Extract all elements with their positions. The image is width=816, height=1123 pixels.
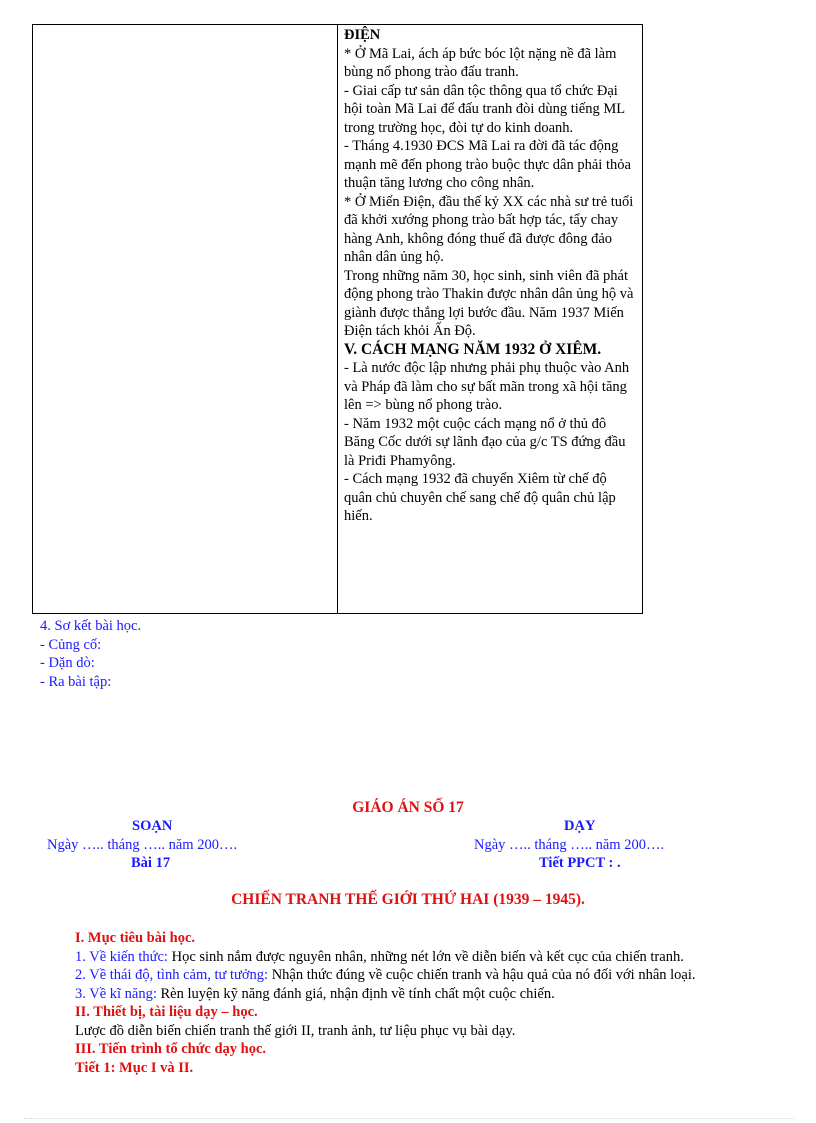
equipment-heading: II. Thiết bị, tài liệu dạy – học. <box>75 1004 258 1020</box>
summary-item: - Dặn dò: <box>40 655 95 671</box>
soan-label: SOẠN <box>132 818 173 834</box>
objectives-heading: I. Mục tiêu bài học. <box>75 930 196 946</box>
tiet-ppct: Tiết PPCT : . <box>539 855 621 871</box>
lesson-table <box>32 24 643 614</box>
table-line: Trong những năm 30, học sinh, sinh viên đã phát động phong trào Thakin được nhân dân ủng hộ và giành được thắng lợi bước đầu. Năm 1937 Miến Điện tách khỏi Ấn Độ. <box>344 267 634 339</box>
soan-date: Ngày ….. tháng ….. năm 200…. <box>47 837 238 853</box>
skills-label: 3. Về kĩ năng: <box>75 985 157 1002</box>
table-line: ĐIỆN <box>344 27 381 43</box>
period-heading: Tiết 1: Mục I và II. <box>75 1059 194 1076</box>
lesson-main-title: CHIẾN TRANH THẾ GIỚI THỨ HAI (1939 – 1945). <box>231 891 585 908</box>
table-line: - Giai cấp tư sản dân tộc thông qua tổ chức Đại hội toàn Mã Lai để đấu tranh đòi dùng tiếng ML trong trường học, đòi tự do kinh doanh. <box>344 82 625 136</box>
knowledge-text: Học sinh nắm được nguyên nhân, những nét lớn về diễn biến và kết cục của chiến tranh. <box>167 948 684 965</box>
knowledge-objective <box>38 948 772 967</box>
table-line: - Năm 1932 một cuộc cách mạng nổ ở thủ đô Băng Cốc dưới sự lãnh đạo của g/c TS đứng đầu là Priđi Phamyông. <box>344 415 626 469</box>
attitude-objective <box>38 966 772 985</box>
attitude-label: 2. Về thái độ, tình cảm, tư tưởng: <box>75 967 269 983</box>
attitude-text: Nhận thức đúng về cuộc chiến tranh và hậu quả của nó đối với nhân loại. <box>268 967 696 983</box>
equipment-text: Lược đồ diễn biến chiến tranh thế giới II, tranh ảnh, tư liệu phục vụ bài dạy. <box>75 1022 516 1039</box>
knowledge-label: 1. Về kiến thức: <box>75 948 168 965</box>
day-label: DẠY <box>564 818 596 834</box>
lesson-bai: Bài 17 <box>131 855 171 871</box>
summary-item: - Củng cố: <box>40 636 102 653</box>
table-line: - Cách mạng 1932 đã chuyển Xiêm từ chế độ quân chủ chuyên chế sang chế độ quân chủ lập hiến. <box>344 471 616 524</box>
objectives-section <box>38 929 772 1077</box>
skills-text: Rèn luyện kỹ năng đánh giá, nhận định về tính chất một cuộc chiến. <box>156 985 555 1002</box>
table-line: - Tháng 4.1930 ĐCS Mã Lai ra đời đã tác động mạnh mẽ đến phong trào buộc thực dân phải thỏa thuận tăng lương cho công nhân. <box>344 138 631 191</box>
table-line: - Là nước độc lập nhưng phải phụ thuộc vào Anh và Pháp đã làm cho sự bất mãn trong xã hội tăng lên => bùng nổ phong trào. <box>344 360 630 413</box>
table-line: * Ở Mã Lai, ách áp bức bóc lột nặng nề đã làm bùng nổ phong trào đấu tranh. <box>344 45 617 80</box>
summary-item: - Ra bài tập: <box>40 673 112 690</box>
page-bottom-divider <box>24 1118 794 1119</box>
table-line: * Ở Miến Điện, đầu thế kỷ XX các nhà sư trẻ tuổi đã khởi xướng phong trào bất hợp tác, tẩy chay hàng Anh, không đóng thuế đã được đông đảo nhân dân ủng hộ. <box>344 193 634 265</box>
summary-heading: 4. Sơ kết bài học. <box>40 618 142 634</box>
table-right-cell <box>338 25 642 613</box>
section-heading: V. CÁCH MẠNG NĂM 1932 Ở XIÊM. <box>344 340 602 358</box>
process-heading: III. Tiến trình tổ chức dạy học. <box>75 1041 267 1057</box>
table-left-cell <box>33 25 338 613</box>
lesson-summary <box>40 617 141 691</box>
lesson-number-title: GIÁO ÁN SỐ 17 <box>352 799 464 816</box>
skills-objective <box>38 985 772 1004</box>
day-date: Ngày ….. tháng ….. năm 200…. <box>474 837 665 853</box>
